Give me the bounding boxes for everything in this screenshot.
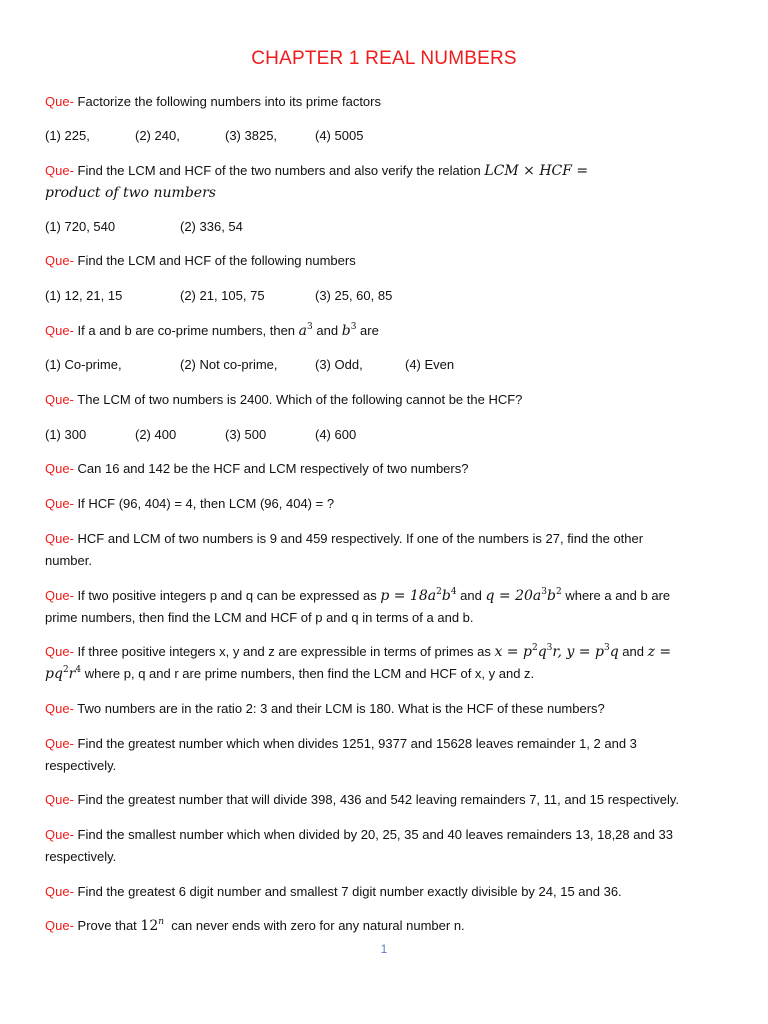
question-9 xyxy=(45,585,725,607)
question-4 xyxy=(45,320,725,342)
question-text: Find the greatest number which when divides 1251, 9377 and 15628 leaves remainder 1, 2 and 3 xyxy=(77,736,637,751)
question-5 xyxy=(45,389,725,411)
que-label: Que- xyxy=(45,588,74,603)
question-text: respectively. xyxy=(45,849,117,864)
question-text: Find the greatest number that will divide 398, 436 and 542 leaving remainders 7, 11, and 15 respectively. xyxy=(77,792,680,807)
question-text: If HCF (96, 404) = 4, then LCM (96, 404) = ? xyxy=(77,496,335,511)
que-label: Que- xyxy=(45,163,74,178)
question-text: and xyxy=(460,588,482,603)
question-9-line-2 xyxy=(45,607,725,629)
question-15 xyxy=(45,881,725,903)
que-label: Que- xyxy=(45,792,74,807)
question-text: Find the greatest 6 digit number and smallest 7 digit number exactly divisible by 24, 15 and 36. xyxy=(77,884,622,899)
question-10 xyxy=(45,641,725,663)
question-7 xyxy=(45,493,725,515)
page-number: 1 xyxy=(380,942,388,956)
question-text: The LCM of two numbers is 2400. Which of the following cannot be the HCF? xyxy=(77,392,523,407)
math-expression: $a^3$ xyxy=(298,322,313,339)
que-label: Que- xyxy=(45,323,74,338)
math-expression: $pq^2r^4$ xyxy=(45,665,82,682)
option: (2) 400 xyxy=(135,427,177,442)
question-text: Factorize the following numbers into its prime factors xyxy=(77,94,381,109)
option: (4) Even xyxy=(405,357,455,372)
question-3-options xyxy=(45,285,725,307)
option: (1) 300 xyxy=(45,427,87,442)
option: (2) 21, 105, 75 xyxy=(180,288,265,303)
math-expression: $x = p^2q^3r$, $y = p^3q$ xyxy=(494,643,619,660)
question-3 xyxy=(45,250,725,272)
question-8 xyxy=(45,528,725,550)
option: (1) 225, xyxy=(45,128,90,143)
math-expression: z = xyxy=(647,644,672,660)
que-label: Que- xyxy=(45,253,74,268)
que-label: Que- xyxy=(45,392,74,407)
que-label: Que- xyxy=(45,644,74,659)
question-2-line-2 xyxy=(45,182,725,204)
option: (1) 12, 21, 15 xyxy=(45,288,123,303)
que-label: Que- xyxy=(45,736,74,751)
question-11 xyxy=(45,698,725,720)
que-label: Que- xyxy=(45,884,74,899)
option: (3) 3825, xyxy=(225,128,278,143)
question-5-options xyxy=(45,424,725,446)
question-text: Prove that xyxy=(77,918,137,933)
que-label: Que- xyxy=(45,701,74,716)
question-12 xyxy=(45,733,725,755)
que-label: Que- xyxy=(45,918,74,933)
question-text: If a and b are co-prime numbers, then xyxy=(77,323,296,338)
math-expression: $q = 20a^3b^2$ xyxy=(485,587,562,604)
question-text: If two positive integers p and q can be expressed as xyxy=(77,588,377,603)
question-text: and xyxy=(622,644,644,659)
question-text: Find the smallest number which when divided by 20, 25, 35 and 40 leaves remainders 13, 18,28 and 33 xyxy=(77,827,674,842)
question-text: number. xyxy=(45,553,92,568)
que-label: Que- xyxy=(45,496,74,511)
option: (2) 240, xyxy=(135,128,180,143)
question-text: Find the LCM and HCF of the two numbers and also verify the relation xyxy=(77,163,481,178)
math-expression: $p = 18a^2b^4$ xyxy=(380,587,457,604)
option: (4) 600 xyxy=(315,427,357,442)
option: (1) Co-prime, xyxy=(45,357,122,372)
question-text: HCF and LCM of two numbers is 9 and 459 respectively. If one of the numbers is 27, find the other xyxy=(77,531,644,546)
que-label: Que- xyxy=(45,94,74,109)
math-expression: $b^3$ xyxy=(341,322,357,339)
option: (3) 25, 60, 85 xyxy=(315,288,393,303)
question-8-line-2 xyxy=(45,550,725,572)
math-expression: 12$^n$ xyxy=(140,917,165,934)
question-2 xyxy=(45,160,725,182)
option: (3) 500 xyxy=(225,427,267,442)
question-text: and xyxy=(316,323,339,338)
question-2-options xyxy=(45,216,725,238)
question-4-options xyxy=(45,354,725,376)
que-label: Que- xyxy=(45,827,74,842)
question-14 xyxy=(45,824,725,846)
option: (4) 5005 xyxy=(315,128,364,143)
question-text: If three positive integers x, y and z are expressible in terms of primes as xyxy=(77,644,491,659)
math-expression: product of two numbers xyxy=(45,185,216,201)
question-6 xyxy=(45,458,725,480)
question-text: Find the LCM and HCF of the following numbers xyxy=(77,253,356,268)
question-text: respectively. xyxy=(45,758,117,773)
question-14-line-2 xyxy=(45,846,725,868)
question-text: can never ends with zero for any natural number n. xyxy=(171,918,465,933)
option: (2) 336, 54 xyxy=(180,219,243,234)
question-text: where p, q and r are prime numbers, then find the LCM and HCF of x, y and z. xyxy=(84,666,535,681)
question-12-line-2 xyxy=(45,755,725,777)
question-13 xyxy=(45,789,725,811)
question-text: prime numbers, then find the LCM and HCF of p and q in terms of a and b. xyxy=(45,610,474,625)
question-1 xyxy=(45,91,725,113)
option: (2) Not co-prime, xyxy=(180,357,278,372)
option: (3) Odd, xyxy=(315,357,363,372)
question-text: where a and b are xyxy=(565,588,671,603)
question-1-options xyxy=(45,125,725,147)
question-text: are xyxy=(360,323,379,338)
question-text: Two numbers are in the ratio 2: 3 and their LCM is 180. What is the HCF of these numbers? xyxy=(77,701,605,716)
que-label: Que- xyxy=(45,461,74,476)
question-10-line-2 xyxy=(45,663,725,685)
chapter-title: CHAPTER 1 REAL NUMBERS xyxy=(251,48,517,69)
option: (1) 720, 540 xyxy=(45,219,116,234)
question-text: Can 16 and 142 be the HCF and LCM respectively of two numbers? xyxy=(77,461,469,476)
math-expression: LCM × HCF = xyxy=(484,163,589,179)
question-16 xyxy=(45,915,725,937)
que-label: Que- xyxy=(45,531,74,546)
